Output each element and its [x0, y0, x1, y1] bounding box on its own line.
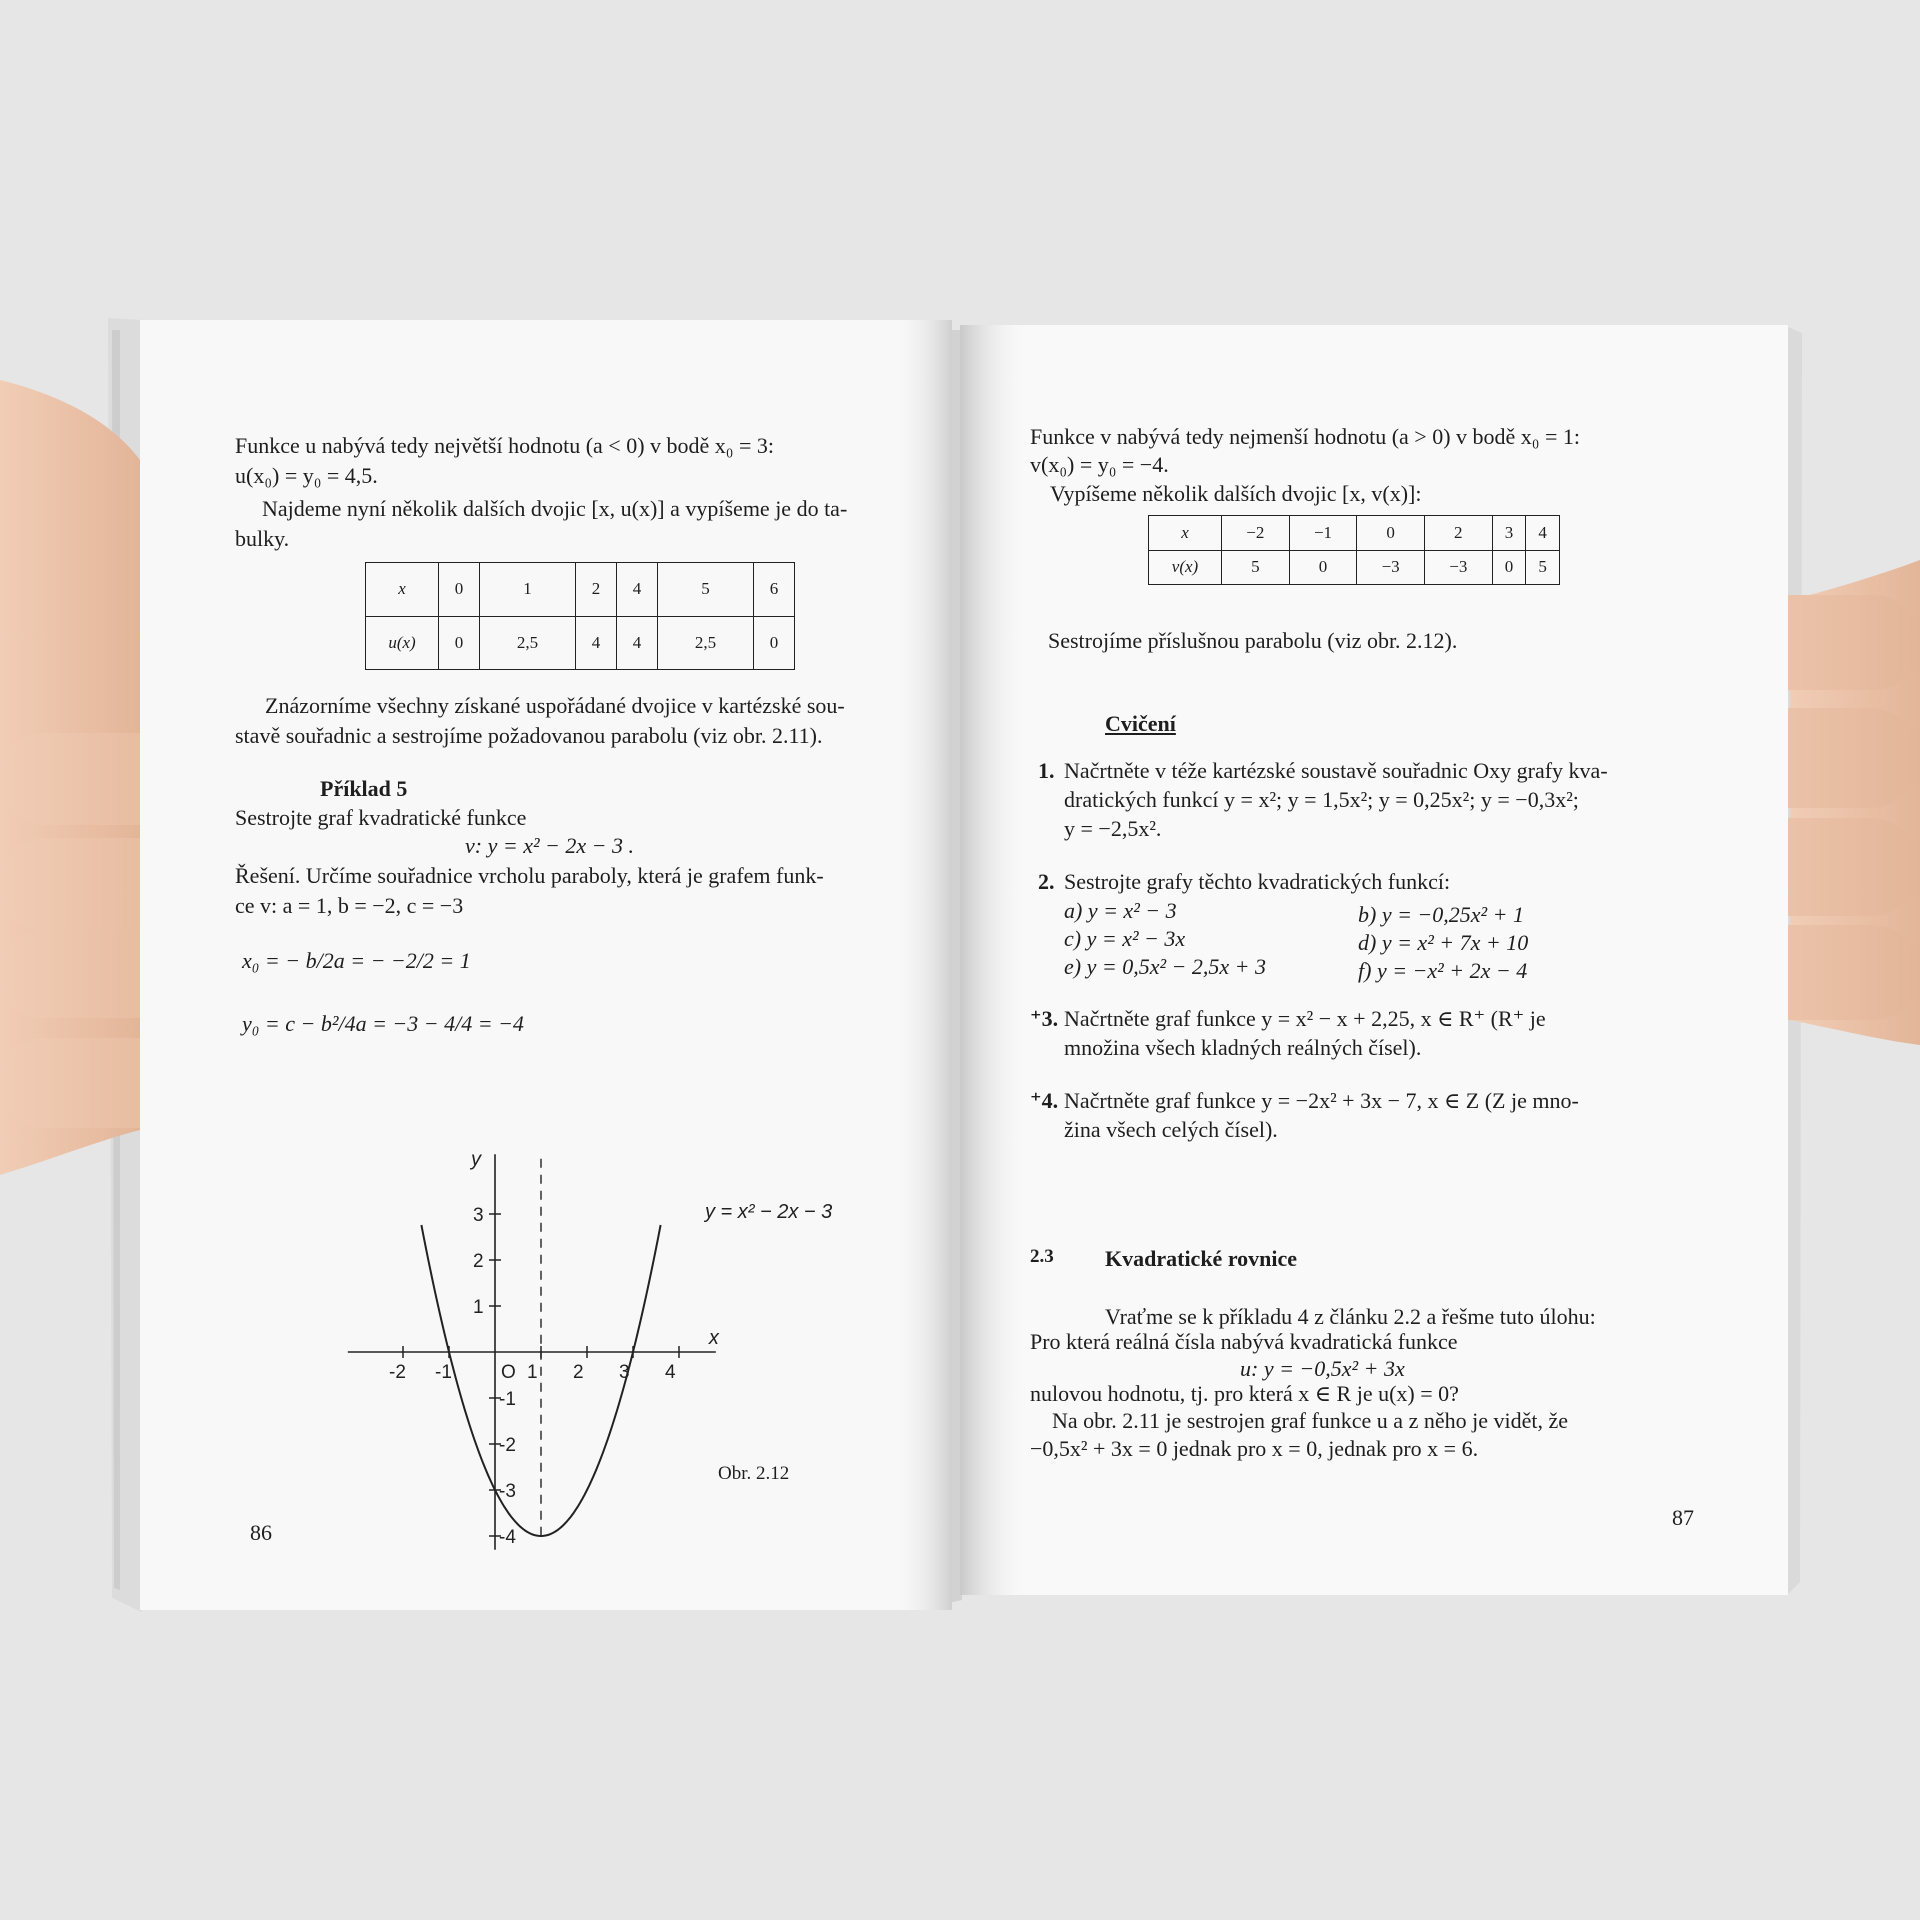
value-table-u — [365, 562, 795, 670]
exercise-number: ⁺4. — [1030, 1088, 1059, 1113]
exercise-number: 1. — [1038, 758, 1055, 783]
parabola-graph — [270, 1075, 833, 1548]
x-tick-label: -1 — [435, 1362, 452, 1383]
table-cell: 3 — [1492, 516, 1526, 551]
table-cell: 1 — [479, 563, 575, 617]
exercises-heading: Cvičení — [1105, 711, 1176, 736]
paragraph-line: Sestrojíme příslušnou parabolu (viz obr. 2.12). — [1048, 628, 1458, 653]
value-table-v — [1148, 515, 1560, 585]
table-cell: 2 — [1424, 516, 1492, 551]
table-cell: 0 — [1357, 516, 1425, 551]
table-row-x — [1149, 516, 1560, 551]
table-cell: −2 — [1222, 516, 1290, 551]
paragraph-line: Najdeme nyní několik dalších dvojic [x, u(x)] a vypíšeme je do ta- — [262, 496, 848, 521]
section-title: Kvadratické rovnice — [1105, 1246, 1298, 1271]
table-cell: 5 — [1222, 550, 1290, 585]
y0-formula: y₀ = c − b²/4a = −3 − 4/4 = −4 — [242, 1011, 524, 1036]
x-tick-label: 2 — [573, 1362, 584, 1383]
left-page — [140, 320, 952, 1610]
table-cell: 6 — [753, 563, 794, 617]
gutter-shadow-right — [960, 325, 1030, 1595]
curve-label: y = x² − 2x − 3 — [705, 1201, 833, 1223]
page-number: 86 — [250, 1520, 272, 1545]
y-tick-label: 3 — [473, 1205, 484, 1226]
table-cell: −3 — [1357, 550, 1425, 585]
exercise-line: žina všech celých čísel). — [1064, 1117, 1278, 1142]
table-cell: 2 — [575, 563, 616, 617]
table-cell: 5 — [1526, 550, 1560, 585]
y-tick-label: 1 — [473, 1297, 484, 1318]
y-tick-label: -1 — [499, 1389, 516, 1410]
table-header-cell: v(x) — [1149, 550, 1222, 585]
exercise-item: e) y = 0,5x² − 2,5x + 3 — [1064, 954, 1267, 979]
table-cell: −3 — [1424, 550, 1492, 585]
exercise-item: a) y = x² − 3 — [1064, 898, 1177, 923]
paragraph-line: v(x₀) = y₀ = −4. — [1030, 452, 1169, 477]
gutter-shadow-left — [892, 320, 952, 1610]
paragraph-line: bulky. — [235, 526, 290, 551]
table-header-cell: u(x) — [366, 616, 439, 670]
x-tick-label: O — [501, 1362, 516, 1383]
exercise-item: c) y = x² − 3x — [1064, 926, 1186, 951]
exercise-line: Sestrojte grafy těchto kvadratických funkcí: — [1064, 869, 1451, 894]
table-cell: −1 — [1289, 516, 1357, 551]
paragraph-line: Vraťme se k příkladu 4 z článku 2.2 a řešme tuto úlohu: — [1105, 1304, 1596, 1329]
paragraph-line: Funkce u nabývá tedy největší hodnotu (a < 0) v bodě x₀ = 3: — [235, 433, 774, 458]
y-tick-label: -4 — [499, 1527, 516, 1548]
table-header-cell: x — [1149, 516, 1222, 551]
example-task: Sestrojte graf kvadratické funkce — [235, 805, 527, 830]
y-tick-label: -3 — [499, 1481, 516, 1502]
exercise-line: Načrtněte v téže kartézské soustavě souřadnic Oxy grafy kva- — [1064, 758, 1608, 783]
table-cell: 4 — [616, 563, 657, 617]
y-tick-label: -2 — [499, 1435, 516, 1456]
example-formula: v: y = x² − 2x − 3 . — [465, 833, 635, 858]
table-cell: 2,5 — [479, 616, 575, 670]
table-row-v — [1149, 550, 1560, 585]
exercise-item: b) y = −0,25x² + 1 — [1358, 902, 1524, 927]
table-cell: 0 — [1492, 550, 1526, 585]
x-tick-label: 1 — [527, 1362, 538, 1383]
paragraph-line: Vypíšeme několik dalších dvojic [x, v(x)]: — [1050, 481, 1422, 506]
table-cell: 4 — [616, 616, 657, 670]
paragraph-line: Funkce v nabývá tedy nejmenší hodnotu (a > 0) v bodě x₀ = 1: — [1030, 424, 1580, 449]
solution-line: Řešení. Určíme souřadnice vrcholu paraboly, která je grafem funk- — [235, 863, 824, 888]
paragraph-line: Pro která reálná čísla nabývá kvadratická funkce — [1030, 1329, 1458, 1354]
exercise-line: Načrtněte graf funkce y = −2x² + 3x − 7, x ∈ Z (Z je mno- — [1064, 1088, 1579, 1113]
table-header-cell: x — [366, 563, 439, 617]
right-page — [960, 325, 1788, 1595]
table-row-u — [366, 616, 795, 670]
paragraph-line: Znázorníme všechny získané uspořádané dvojice v kartézské sou- — [265, 693, 845, 718]
x0-formula: x₀ = − b/2a = − −2/2 = 1 — [242, 948, 471, 973]
table-cell: 0 — [439, 563, 480, 617]
table-cell: 0 — [439, 616, 480, 670]
example-heading: Příklad 5 — [320, 776, 408, 801]
x-tick-label: -2 — [389, 1362, 406, 1383]
section-number: 2.3 — [1030, 1246, 1054, 1267]
exercise-item: d) y = x² + 7x + 10 — [1358, 930, 1529, 955]
exercise-number: 2. — [1038, 869, 1055, 894]
paragraph-line: nulovou hodnotu, tj. pro která x ∈ R je u(x) = 0? — [1030, 1381, 1459, 1406]
table-cell: 4 — [575, 616, 616, 670]
table-row-x — [366, 563, 795, 617]
y-axis-label: y — [471, 1148, 481, 1171]
x-tick-label: 4 — [665, 1362, 676, 1383]
exercise-line: množina všech kladných reálných čísel). — [1064, 1035, 1422, 1060]
paragraph-line: stavě souřadnic a sestrojíme požadovanou parabolu (viz obr. 2.11). — [235, 723, 823, 748]
exercise-number: ⁺3. — [1030, 1006, 1059, 1031]
x-tick-label: 3 — [619, 1362, 630, 1383]
table-cell: 0 — [753, 616, 794, 670]
paragraph-formula: u: y = −0,5x² + 3x — [1240, 1356, 1405, 1381]
figure-caption: Obr. 2.12 — [718, 1463, 790, 1484]
exercise-line: dratických funkcí y = x²; y = 1,5x²; y = 0,25x²; y = −0,3x²; — [1064, 787, 1579, 812]
paragraph-line: u(x₀) = y₀ = 4,5. — [235, 463, 378, 488]
table-cell: 0 — [1289, 550, 1357, 585]
exercise-line: Načrtněte graf funkce y = x² − x + 2,25, x ∈ R⁺ (R⁺ je — [1064, 1006, 1546, 1031]
table-cell: 4 — [1526, 516, 1560, 551]
solution-line: ce v: a = 1, b = −2, c = −3 — [235, 893, 464, 918]
y-tick-label: 2 — [473, 1251, 484, 1272]
table-cell: 5 — [657, 563, 753, 617]
table-cell: 2,5 — [657, 616, 753, 670]
page-number: 87 — [1672, 1505, 1694, 1530]
exercise-item: f) y = −x² + 2x − 4 — [1358, 958, 1528, 983]
paragraph-line: Na obr. 2.11 je sestrojen graf funkce u a z něho je vidět, že — [1052, 1408, 1568, 1433]
exercise-line: y = −2,5x². — [1064, 816, 1162, 841]
paragraph-line: −0,5x² + 3x = 0 jednak pro x = 0, jednak pro x = 6. — [1030, 1436, 1479, 1461]
x-axis-label: x — [708, 1327, 719, 1349]
